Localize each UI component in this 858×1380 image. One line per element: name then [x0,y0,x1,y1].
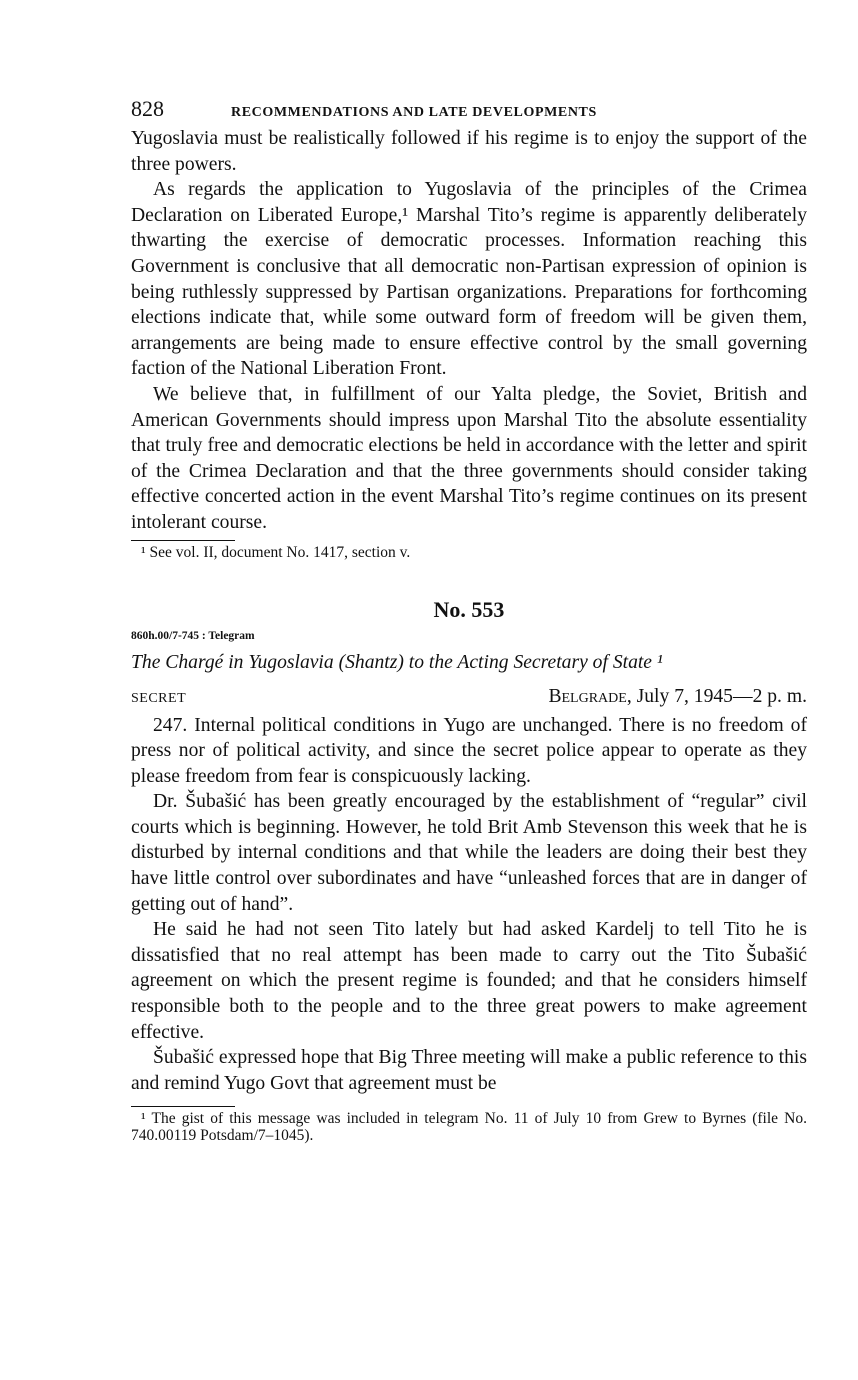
document-title: The Chargé in Yugoslavia (Shantz) to the Acting Secretary of State ¹ [131,651,663,673]
footnote-rule [131,540,235,541]
running-head [131,96,807,126]
file-reference: 860h.00/7-745 : Telegram [131,629,255,642]
running-title: RECOMMENDATIONS AND LATE DEVELOPMENTS [231,105,597,120]
footnote-vol-ii: ¹ See vol. II, document No. 1417, section v. [141,543,411,561]
page [131,96,807,1144]
paragraph-tito-kardelj: He said he had not seen Tito lately but had asked Kardelj to tell Tito he is dissatisfied that no real attempt has been made to carry out the Tito Šubašić agreement on which the present regime is founded; and that he considers himself responsible both to the people and to the three great powers to make agreement effective. [131,919,807,1043]
paragraph-internal-conditions: 247. Internal political conditions in Yugo are unchanged. There is no freedom of press nor of political activity, and since the secret police appear to operate as they please freedom from fear is conspicuously lacking. [131,714,807,787]
paragraph-big-three: Šubašić expressed hope that Big Three meeting will make a public reference to this and remind Yugo Govt that agreement must be [131,1047,807,1094]
dateline-place: Belgrade, [548,685,632,707]
place-date [548,683,807,711]
classification: SECRET [131,690,187,706]
footnote-telegram: ¹ The gist of this message was included in telegram No. 11 of July 10 from Grew to Byrnes (file No. 740.00119 Potsdam/7–1045). [131,1110,807,1145]
paragraph-continued: Yugoslavia must be realistically followed if his regime is to enjoy the support of the three powers. [131,128,807,175]
footnote-rule-bottom [131,1106,235,1107]
dateline [131,683,807,713]
dateline-date: July 7, 1945—2 p. m. [631,685,807,707]
paragraph-crimea: As regards the application to Yugoslavia of the principles of the Crimea Declaration on Liberated Europe,¹ Marshal Tito’s regime is apparently deliberately thwarting the exercise of democratic processes. Information reaching this Government is conclusive that all democratic non-Partisan expression of opinion is being ruthlessly suppressed by Partisan organizations. Preparations for forthcoming elections indicate that, while some outward form of freedom will be given them, arrangements are being made to ensure effective control by the small governing faction of the National Liberation Front. [131,179,807,380]
paragraph-yalta: We believe that, in fulfillment of our Yalta pledge, the Soviet, British and American Governments should impress upon Marshal Tito the absolute essentiality that truly free and democratic elections be held in accordance with the letter and spirit of the Crimea Declaration and that the three governments should consider taking effective concerted action in the event Marshal Tito’s regime continues on its present intolerant course. [131,383,807,533]
paragraph-subasic-courts: Dr. Šubašić has been greatly encouraged by the establishment of “regular” civil courts which is beginning. However, he told Brit Amb Stevenson this week that he is disturbed by internal conditions and that while the leaders are doing their best they have little control over subordinates and have “unleashed forces that are in danger of getting out of hand”. [131,791,807,915]
document-number: No. 553 [433,596,505,622]
page-number: 828 [131,96,164,121]
